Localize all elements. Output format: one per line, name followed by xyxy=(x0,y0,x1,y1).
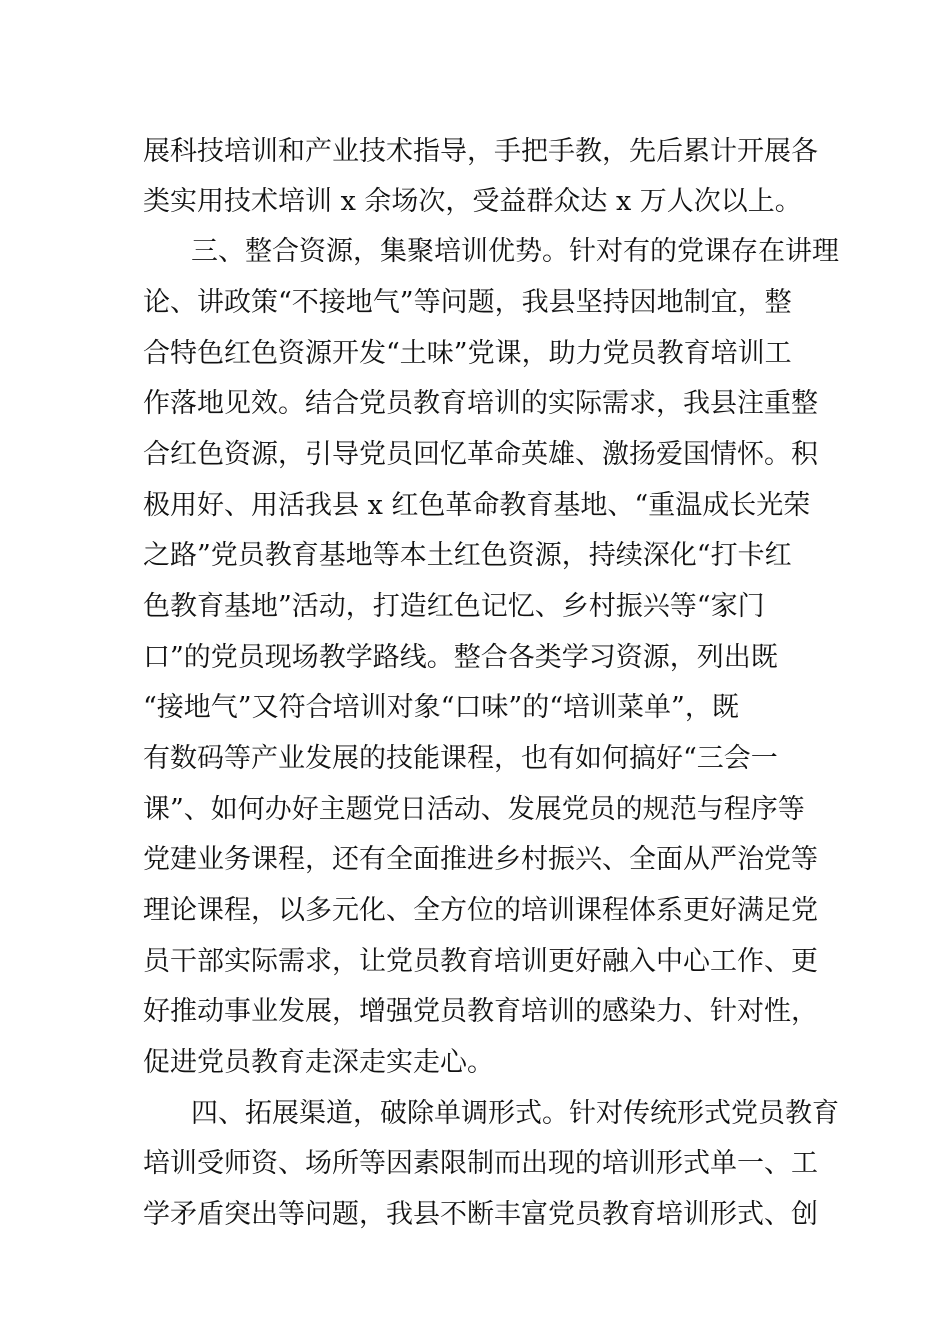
text-line: 口”的党员现场教学路线。整合各类学习资源，列出既 xyxy=(143,642,778,673)
text-line: 员干部实际需求，让党员教育培训更好融入中心工作、更 xyxy=(143,946,818,977)
section-heading-line: 三、整合资源，集聚培训优势。针对有的党课存在讲理 xyxy=(191,236,839,267)
text-line: 作落地见效。结合党员教育培训的实际需求，我县注重整 xyxy=(143,388,818,419)
section-heading-line: 四、拓展渠道，破除单调形式。针对传统形式党员教育 xyxy=(191,1098,839,1129)
text-line: 有数码等产业发展的技能课程，也有如何搞好“三会一 xyxy=(143,743,778,774)
text-line: 类实用技术培训 x 余场次，受益群众达 x 万人次以上。 xyxy=(143,186,802,217)
text-line: 理论课程，以多元化、全方位的培训课程体系更好满足党 xyxy=(143,895,818,926)
text-line: 合特色红色资源开发“土味”党课，助力党员教育培训工 xyxy=(143,338,792,369)
text-line: 好推动事业发展，增强党员教育培训的感染力、针对性， xyxy=(143,996,818,1027)
text-line: 色教育基地”活动，打造红色记忆、乡村振兴等“家门 xyxy=(143,591,765,622)
text-line: 学矛盾突出等问题，我县不断丰富党员教育培训形式、创 xyxy=(143,1199,818,1230)
text-line: 论、讲政策“不接地气”等问题，我县坚持因地制宜，整 xyxy=(143,287,792,318)
text-line: 之路”党员教育基地等本土红色资源，持续深化“打卡红 xyxy=(143,540,792,571)
text-line: 促进党员教育走深走实走心。 xyxy=(143,1047,494,1078)
text-line: 党建业务课程，还有全面推进乡村振兴、全面从严治党等 xyxy=(143,844,818,875)
text-line: 合红色资源，引导党员回忆革命英雄、激扬爱国情怀。积 xyxy=(143,439,818,470)
text-line: 极用好、用活我县 x 红色革命教育基地、“重温成长光荣 xyxy=(143,490,811,521)
text-line: 培训受师资、场所等因素限制而出现的培训形式单一、工 xyxy=(143,1148,818,1179)
text-line: 展科技培训和产业技术指导，手把手教，先后累计开展各 xyxy=(143,136,818,167)
text-line: “接地气”又符合培训对象“口味”的“培训菜单”，既 xyxy=(143,692,739,723)
text-line: 课”、如何办好主题党日活动、发展党员的规范与程序等 xyxy=(143,794,805,825)
